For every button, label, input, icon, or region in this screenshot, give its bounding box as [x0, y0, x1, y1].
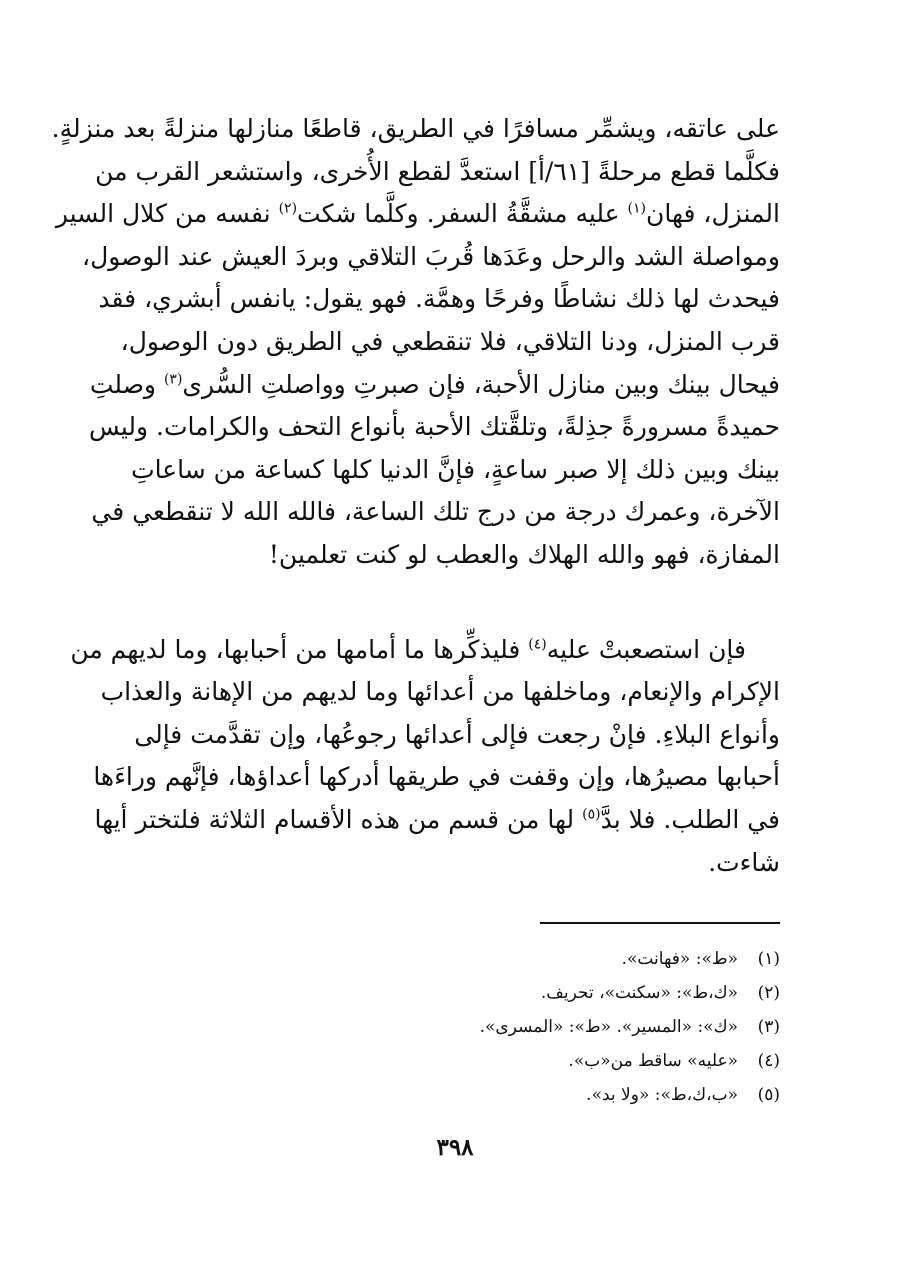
- footnote-text: «ب،ك،ط»: «ولا بد».: [586, 1085, 738, 1106]
- footnote: [130, 976, 780, 1010]
- text-line: فيحال بينك وبين منازل الأحبة، فإن صبرتِ وواصلتِ السُّرى$^{(٣)}$ وصلتِ: [89, 369, 780, 399]
- page-number: ٣٩٨: [436, 1134, 474, 1161]
- text-line: على عاتقه، ويشمِّر مسافرًا في الطريق، قاطعًا منازلها منزلةً بعد منزلةٍ.: [51, 114, 780, 143]
- text-line: قرب المنزل، ودنا التلاقي، فلا تنقطعي في الطريق دون الوصول،: [120, 326, 780, 356]
- footnotes-list: [130, 942, 780, 1112]
- footnote-divider: [540, 922, 780, 924]
- footnote: [130, 1078, 780, 1112]
- text-line: المفازة، فهو والله الهلاك والعطب لو كنت تعلمين!: [268, 539, 780, 569]
- footnote-number: (٥): [757, 1085, 780, 1106]
- text-line: بينك وبين ذلك إلا صبر ساعةٍ، فإنَّ الدنيا كلها كساعة من ساعاتِ: [131, 454, 780, 484]
- text-line: ومواصلة الشد والرحل وعَدَها قُربَ التلاقي وبردَ العيش عند الوصول،: [82, 241, 780, 271]
- book-page: [51, 108, 780, 1228]
- text-line: في الطلب. فلا بدَّ$^{(٥)}$ لها من قسم من هذه الأقسام الثلاثة فلتختر أيها: [94, 804, 780, 834]
- footnote: [130, 942, 780, 976]
- footnote: [130, 1010, 780, 1044]
- text-line: المنزل، فهان$^{(١)}$ عليه مشقَّةُ السفر. وكلَّما شكت$^{(٢)}$ نفسه من كلال السير: [55, 199, 780, 229]
- footnote-number: (٣): [757, 1017, 780, 1038]
- footnote-number: (١): [757, 949, 780, 970]
- text-line: الإكرام والإنعام، وماخلفها من أعدائها وما لديهم من الإهانة والعذاب: [100, 677, 780, 707]
- text-line: شاءت.: [708, 847, 780, 877]
- text-line: فيحدث لها ذلك نشاطًا وفرحًا وهمَّة. فهو يقول: يانفس أبشري، فقد: [98, 284, 780, 314]
- footnote-number: (٢): [757, 983, 780, 1004]
- body-paragraph: [70, 629, 780, 885]
- footnote-text: «ك،ط»: «سكنت»، تحريف.: [540, 983, 738, 1004]
- text-line: فكلَّما قطع مرحلةً [٦١/أ] استعدَّ لقطع الأُخرى، واستشعر القرب من: [95, 156, 780, 186]
- footnote-number: (٤): [757, 1051, 780, 1072]
- footnote-text: «عليه» ساقط من«ب».: [568, 1051, 738, 1072]
- text-line: حميدةً مسرورةً جذِلةً، وتلقَّتك الأحبة بأنواع التحف والكرامات. وليس: [88, 412, 780, 442]
- text-line: أحبابها مصيرُها، وإن وقفت في طريقها أدركها أعداؤها، فإنَّهم وراءَها: [93, 762, 780, 792]
- footnote-text: «ط»: «فهانت».: [621, 949, 738, 970]
- text-line: الآخرة، وعمرك درجة من درج تلك الساعة، فالله الله لا تنقطعي في: [91, 497, 780, 527]
- footnote-text: «ك»: «المسير». «ط»: «المسرى».: [479, 1017, 738, 1038]
- body-paragraph: [51, 108, 780, 577]
- text-line: فإن استصعبتْ عليه$^{(٤)}$ فليذكِّرها ما أمامها من أحبابها، وما لديهم من: [70, 634, 746, 664]
- text-line: وأنواع البلاءِ. فإنْ رجعت فإلى أعدائها رجوعُها، وإن تقدَّمت فإلى: [134, 719, 780, 749]
- footnote: [130, 1044, 780, 1078]
